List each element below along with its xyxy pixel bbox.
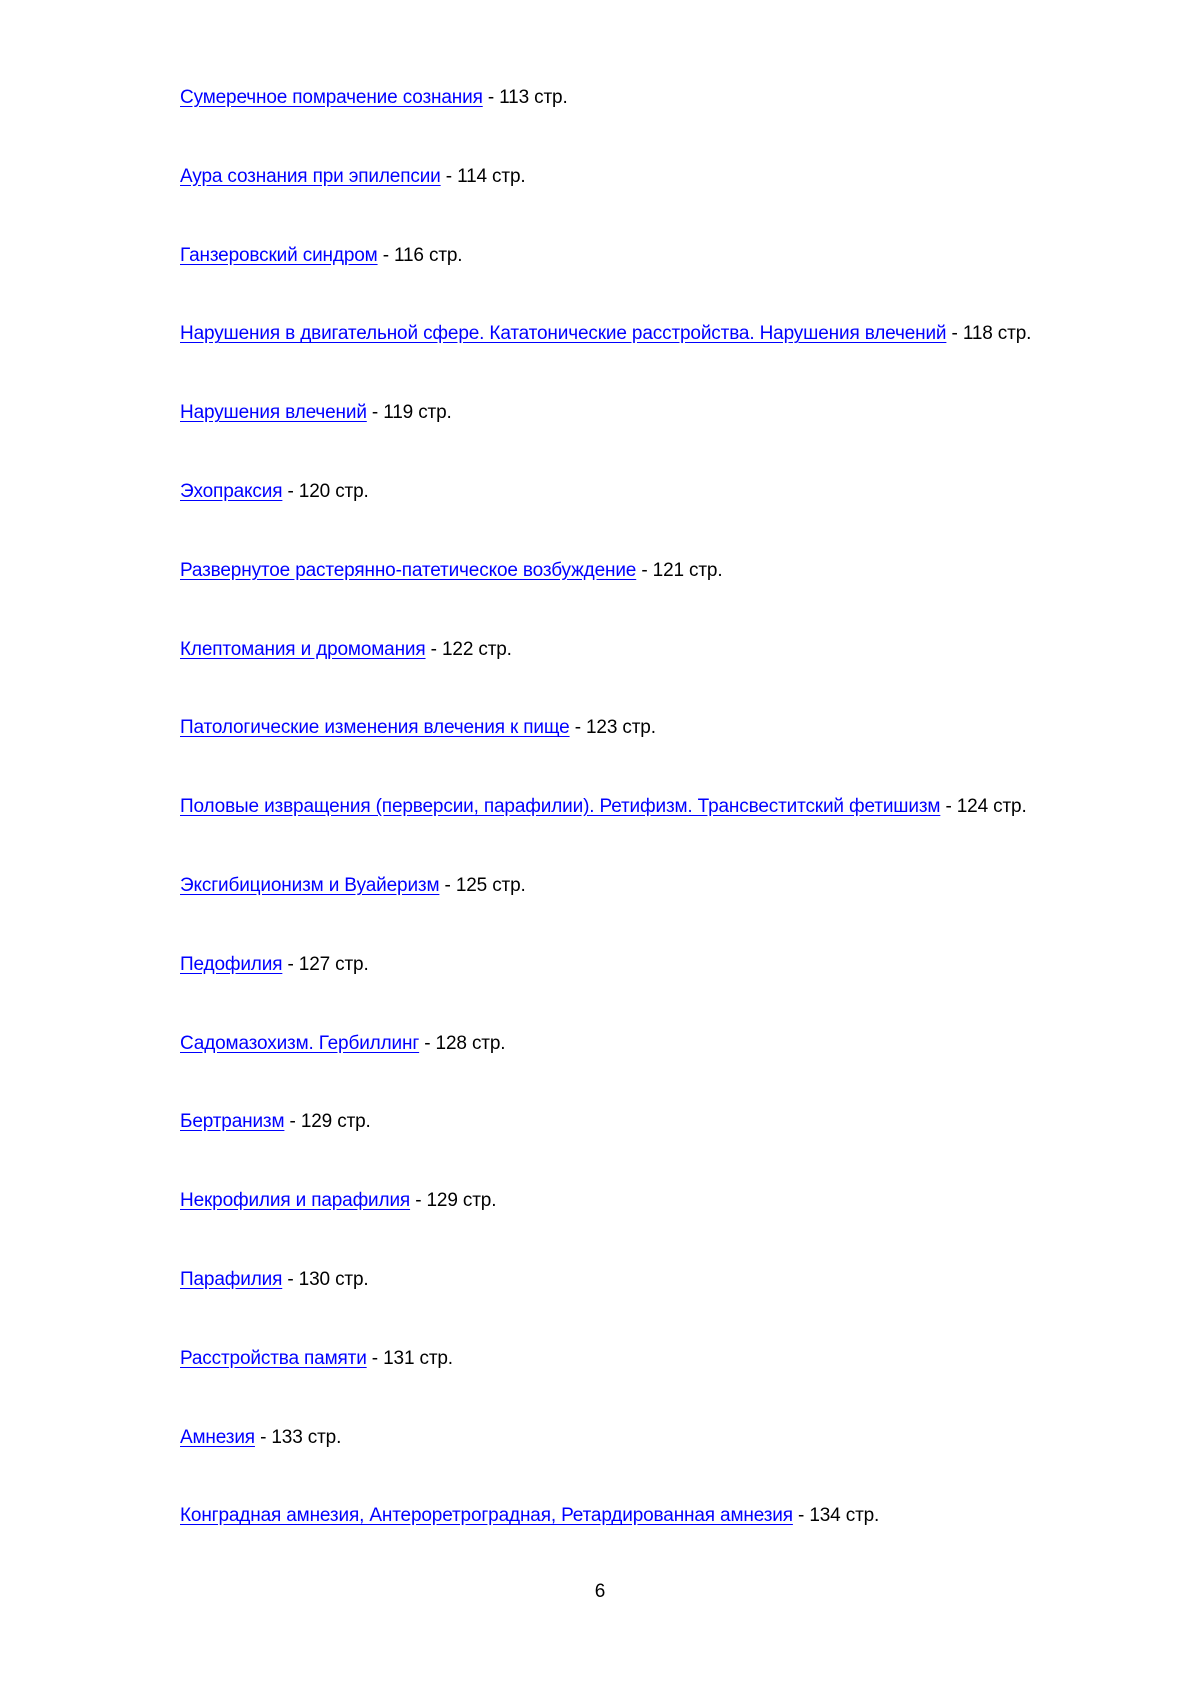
toc-page-ref: - 122 стр. xyxy=(425,638,512,660)
toc-item xyxy=(180,793,1120,872)
toc-link[interactable]: Аура сознания при эпилепсии xyxy=(180,165,441,187)
toc-item xyxy=(180,557,1120,636)
toc-link[interactable]: Некрофилия и парафилия xyxy=(180,1190,411,1212)
toc-item xyxy=(180,242,1120,321)
toc-page-ref: - 133 стр. xyxy=(254,1426,342,1448)
toc-page-ref: - 134 стр. xyxy=(792,1505,880,1527)
toc-page-ref: - 130 стр. xyxy=(282,1268,369,1290)
toc-link[interactable]: Патологические изменения влечения к пище xyxy=(180,717,570,739)
toc-item xyxy=(180,399,1120,478)
toc-item xyxy=(180,478,1120,557)
toc-item xyxy=(180,320,1120,399)
toc-item xyxy=(180,714,1120,793)
page-number: 6 xyxy=(594,1581,606,1602)
toc-link[interactable]: Клептомания и дромомания xyxy=(180,638,426,660)
toc-link[interactable]: Сумеречное помрачение сознания xyxy=(180,87,483,108)
toc-page-ref: - 119 стр. xyxy=(366,402,452,424)
toc-page-ref: - 129 стр. xyxy=(284,1111,371,1133)
toc-link[interactable]: Амнезия xyxy=(180,1426,255,1448)
toc-item xyxy=(180,1266,1120,1345)
toc-item xyxy=(180,951,1120,1030)
toc-link[interactable]: Развернутое растерянно-патетическое возбуждение xyxy=(180,559,637,581)
toc-link[interactable]: Парафилия xyxy=(180,1268,283,1290)
toc-link[interactable]: Нарушения в двигательной сфере. Кататонические расстройства. Нарушения влечений xyxy=(180,323,947,345)
table-of-contents xyxy=(180,84,1120,1581)
toc-item xyxy=(180,1030,1120,1109)
toc-page-ref: - 124 стр. xyxy=(940,796,1027,818)
toc-link[interactable]: Ганзеровский синдром xyxy=(180,244,378,266)
toc-page-ref: - 118 стр. xyxy=(946,323,1032,345)
toc-link[interactable]: Эксгибиционизм и Вуайеризм xyxy=(180,874,440,896)
toc-item xyxy=(180,636,1120,715)
toc-item xyxy=(180,1187,1120,1266)
toc-item xyxy=(180,1108,1120,1187)
toc-page-ref: - 120 стр. xyxy=(282,480,369,502)
toc-link[interactable]: Садомазохизм. Гербиллинг xyxy=(180,1032,420,1054)
toc-page-ref: - 131 стр. xyxy=(366,1347,453,1369)
toc-page-ref: - 129 стр. xyxy=(410,1190,497,1212)
toc-link[interactable]: Расстройства памяти xyxy=(180,1347,367,1369)
toc-page-ref: - 125 стр. xyxy=(439,874,526,896)
toc-page-ref: - 123 стр. xyxy=(569,717,656,739)
toc-item xyxy=(180,84,1120,163)
toc-page-ref: - 127 стр. xyxy=(282,953,369,975)
toc-page-ref: - 116 стр. xyxy=(377,244,463,266)
toc-link[interactable]: Эхопраксия xyxy=(180,480,283,502)
toc-page-ref: - 121 стр. xyxy=(636,559,723,581)
toc-item xyxy=(180,163,1120,242)
toc-page-ref: - 128 стр. xyxy=(419,1032,506,1054)
toc-item xyxy=(180,1502,1120,1581)
toc-item xyxy=(180,1345,1120,1424)
toc-link[interactable]: Бертранизм xyxy=(180,1111,285,1133)
toc-page-ref: - 114 стр. xyxy=(440,165,526,187)
toc-link[interactable]: Конградная амнезия, Антероретроградная, Ретардированная амнезия xyxy=(180,1505,793,1527)
toc-page-ref: - 113 стр. xyxy=(482,87,568,108)
toc-item xyxy=(180,872,1120,951)
toc-link[interactable]: Нарушения влечений xyxy=(180,402,367,424)
toc-link[interactable]: Половые извращения (перверсии, парафилии). Ретифизм. Трансвеститский фетишизм xyxy=(180,796,941,818)
toc-link[interactable]: Педофилия xyxy=(180,953,283,975)
toc-item xyxy=(180,1424,1120,1503)
